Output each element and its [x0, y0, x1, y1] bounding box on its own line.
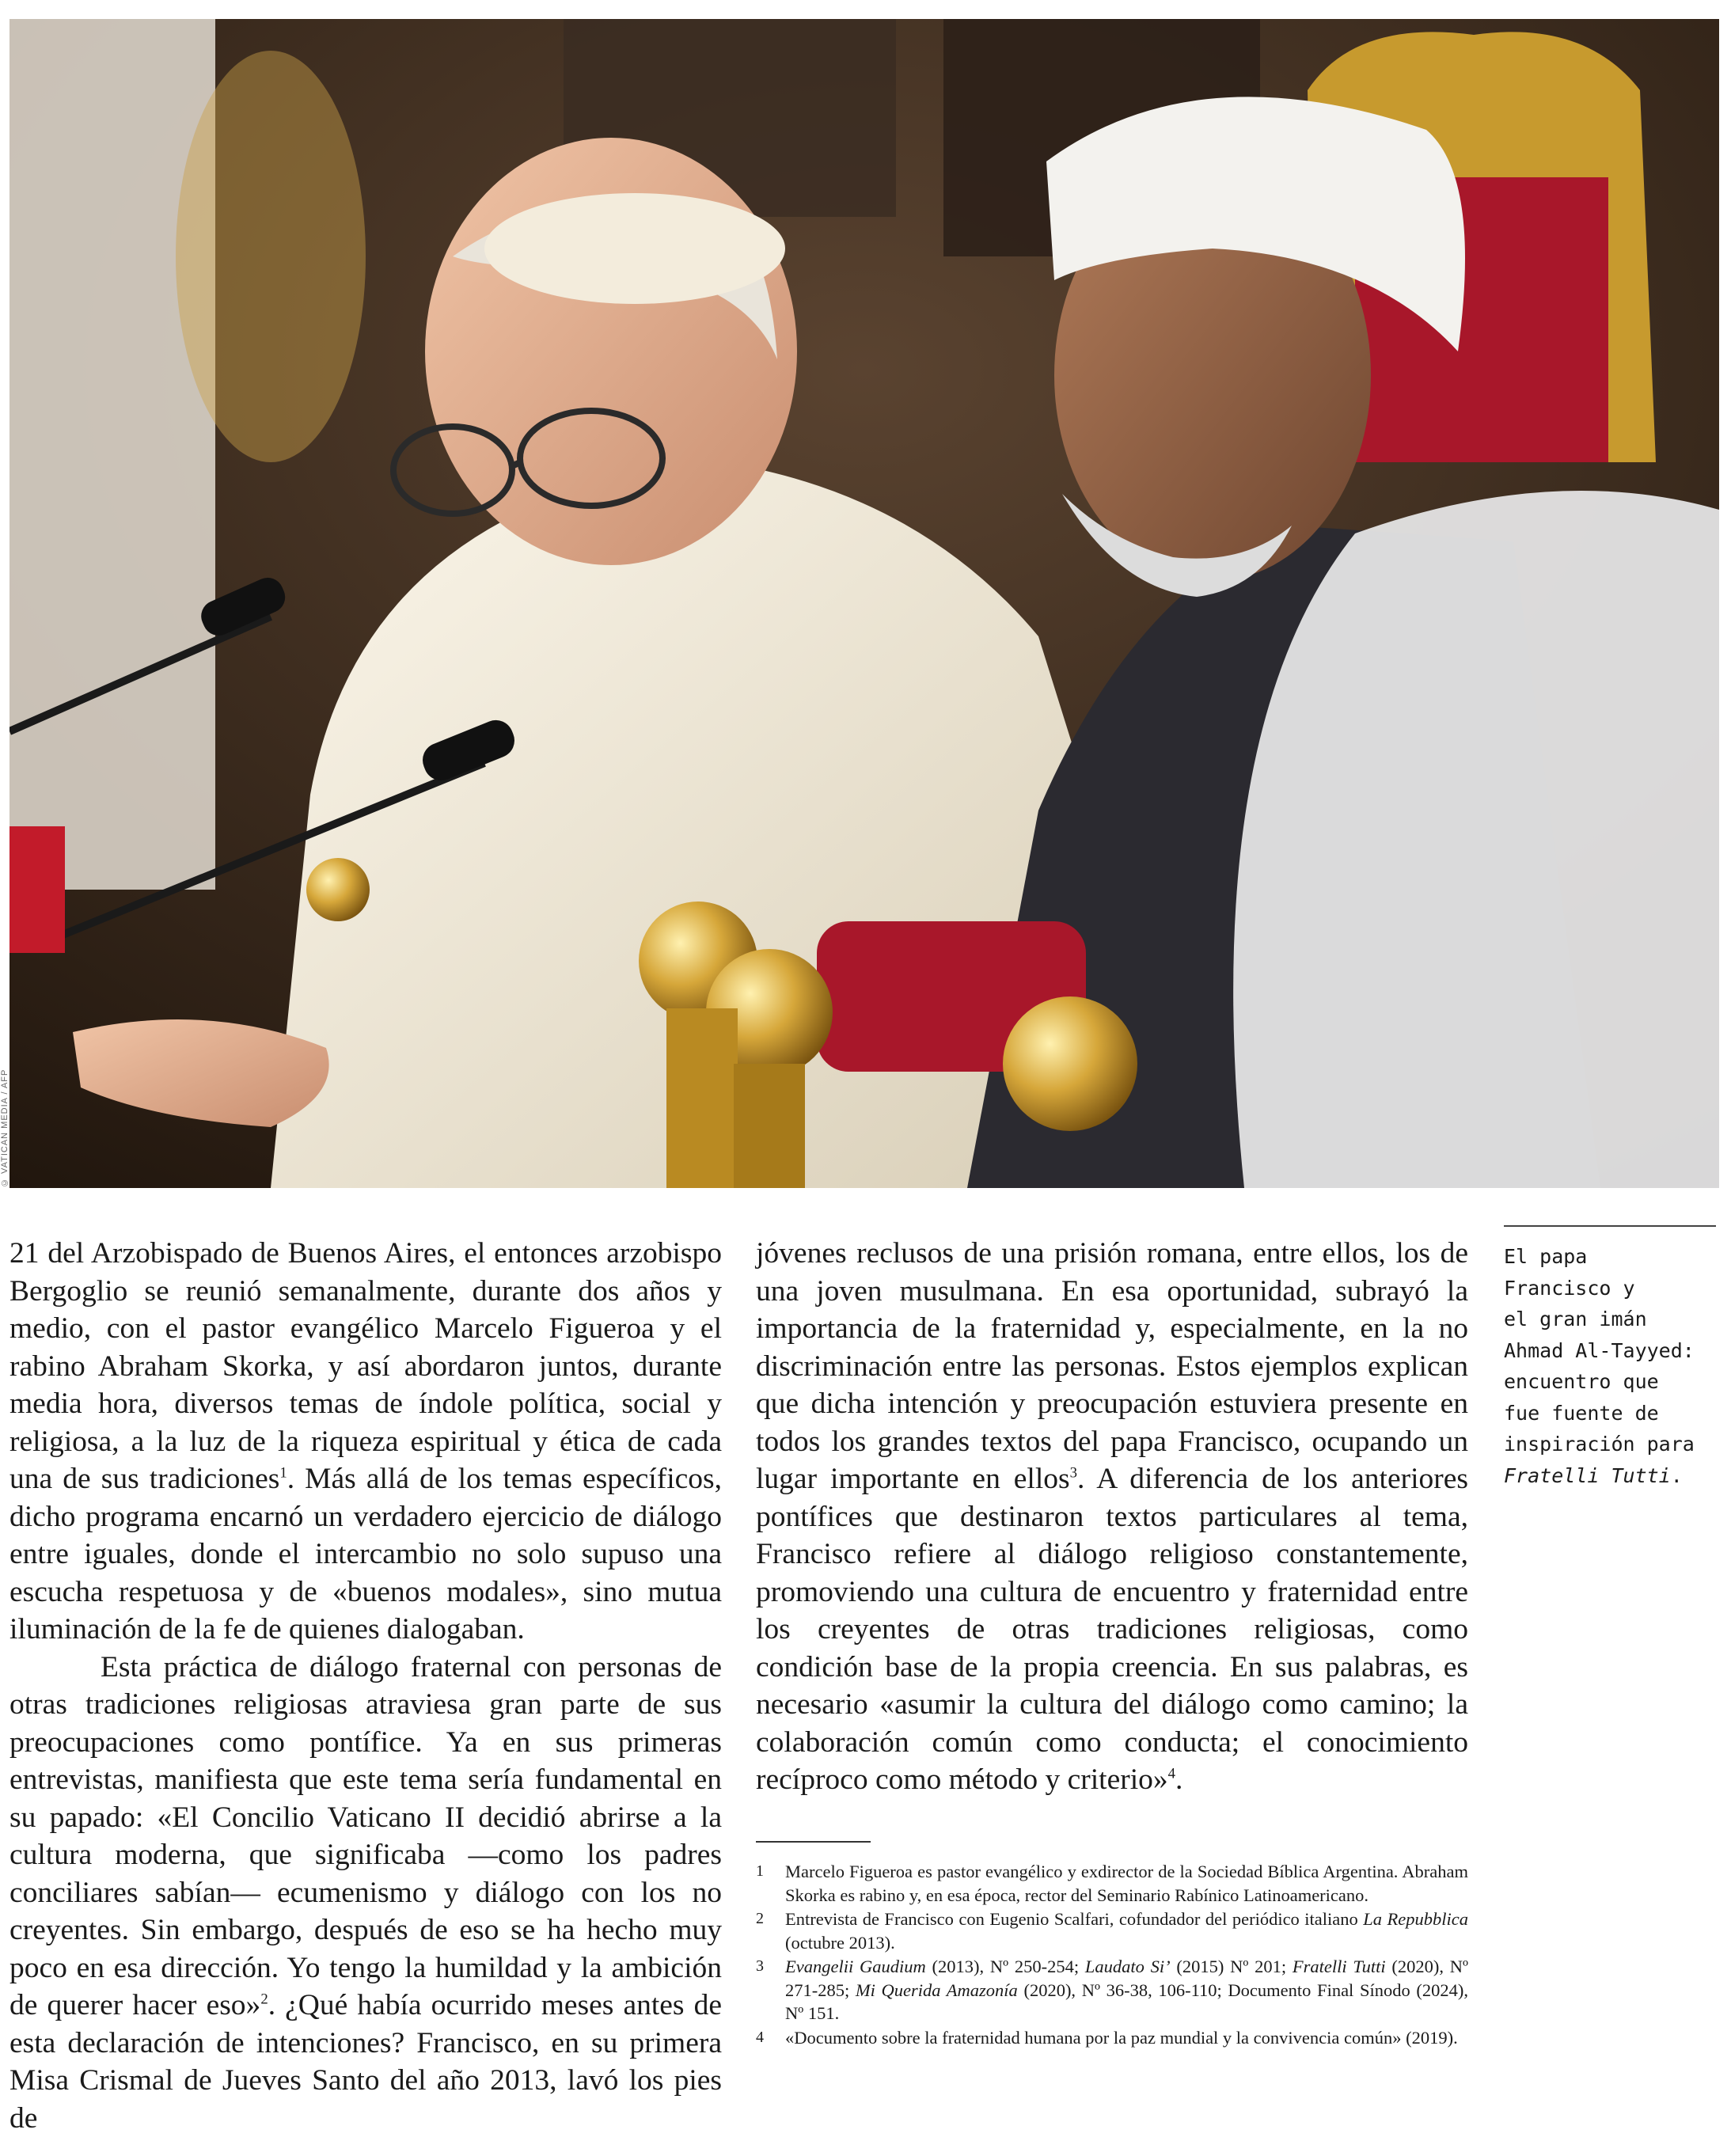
caption-line: fue fuente de	[1504, 1401, 1659, 1425]
footnote-3: 3 Evangelii Gaudium (2013), Nº 250-254; Laudato Si’ (2015) Nº 201; Fratelli Tutti (2020), Nº 271-285; Mi Querida Amazonía (2020), Nº 36-38, 106-110; Documento Final Sínodo (2024), Nº 151.	[756, 1957, 1468, 2023]
photo-pope-and-imam	[9, 19, 1719, 1188]
footnote-1: 1 Marcelo Figueroa es pastor evangélico y exdirector de la Sociedad Bíblica Argentina. Abraham Skorka es rabino y, en esa época, rector del Seminario Rabínico Latinoamericano.	[756, 1862, 1468, 1905]
caption-line: Ahmad Al-Tayyed:	[1504, 1338, 1695, 1362]
body-column-2	[756, 1235, 1468, 1799]
footnote-4: 4 «Documento sobre la fraternidad humana por la paz mundial y la convivencia común» (2019).	[756, 2027, 1458, 2048]
paragraph-1: 21 del Arzobispado de Buenos Aires, el entonces arzobispo Bergoglio se reunió semanalmente, durante dos años y medio, con el pastor evangélico Marcelo Figueroa y el rabino Abraham Skorka, y así abordaron juntos, durante media hora, diversos temas de índole política, social y religiosa, a la luz de la riqueza espiritual y ética de cada una de sus tradiciones$^1$. Más allá de los temas específicos, dicho programa encarnó un verdadero ejercicio de diálogo entre iguales, donde el intercambio no solo supuso una escucha respetuosa y de «buenos modales», sino mutua iluminación de la fe de quienes dialogaban.	[9, 1237, 722, 1645]
body-column-1	[9, 1235, 722, 2137]
caption-divider	[1504, 1225, 1716, 1227]
footnote-ref-4[interactable]: 4	[1167, 1765, 1176, 1782]
footnotes	[756, 1860, 1468, 2050]
photo-credit: © VATICAN MEDIA / AFP	[0, 1069, 9, 1187]
caption-title-line: Fratelli Tutti.	[1504, 1463, 1683, 1487]
caption-line: El papa	[1504, 1245, 1588, 1268]
photo-illustration	[9, 19, 1719, 1188]
caption-line: encuentro que	[1504, 1370, 1659, 1393]
footnote-ref-2[interactable]: 2	[260, 1991, 268, 2008]
footnote-ref-1[interactable]: 1	[279, 1464, 287, 1482]
caption-line: Francisco y	[1504, 1276, 1635, 1300]
footnote-2: 2 Entrevista de Francisco con Eugenio Scalfari, cofundador del periódico italiano La Repubblica (octubre 2013).	[756, 1909, 1468, 1953]
photo-caption	[1504, 1241, 1722, 1491]
paragraph-2: Esta práctica de diálogo fraternal con personas de otras tradiciones religiosas atraviesa gran parte de sus preocupaciones como pontífice. Ya en sus primeras entrevistas, manifiesta que este tema sería fundamental en su papado: «El Concilio Vaticano II decidió abrirse a la cultura moderna, que significaba —como los padres conciliares sabían— ecumenismo y diálogo con los no creyentes. Sin embargo, después de eso se ha hecho muy poco en esa dirección. Yo tengo la humildad y la ambición de querer hacer eso»$^2$. ¿Qué había ocurrido meses antes de esta declaración de intenciones? Francisco, en su primera Misa Crismal de Jueves Santo del año 2013, lavó los pies de	[9, 1650, 722, 2135]
caption-book-title: Fratelli Tutti	[1504, 1463, 1671, 1487]
footnote-ref-3[interactable]: 3	[1069, 1464, 1077, 1482]
paragraph-3: jóvenes reclusos de una prisión romana, entre ellos, los de una joven musulmana. En esa oportunidad, subrayó la importancia de la fraternidad y, especialmente, en la no discriminación entre las personas. Estos ejemplos explican que dicha intención y preocupación estuviera presente en todos los grandes textos del papa Francisco, ocupando un lugar importante en ellos$^3$. A diferencia de los anteriores pontífices que destinaron textos particulares al tema, Francisco refiere al diálogo religioso constantemente, promoviendo una cultura de encuentro y fraternidad entre los creyentes de otras tradiciones religiosas, como condición base de la propia creencia. En sus palabras, es necesario «asumir la cultura del diálogo como camino; la colaboración común como conducta; el conocimiento recíproco como método y criterio»$^4$.	[756, 1237, 1468, 1796]
caption-line: el gran imán	[1504, 1308, 1647, 1330]
footnote-divider	[756, 1841, 871, 1843]
caption-line: inspiración para	[1504, 1433, 1695, 1456]
